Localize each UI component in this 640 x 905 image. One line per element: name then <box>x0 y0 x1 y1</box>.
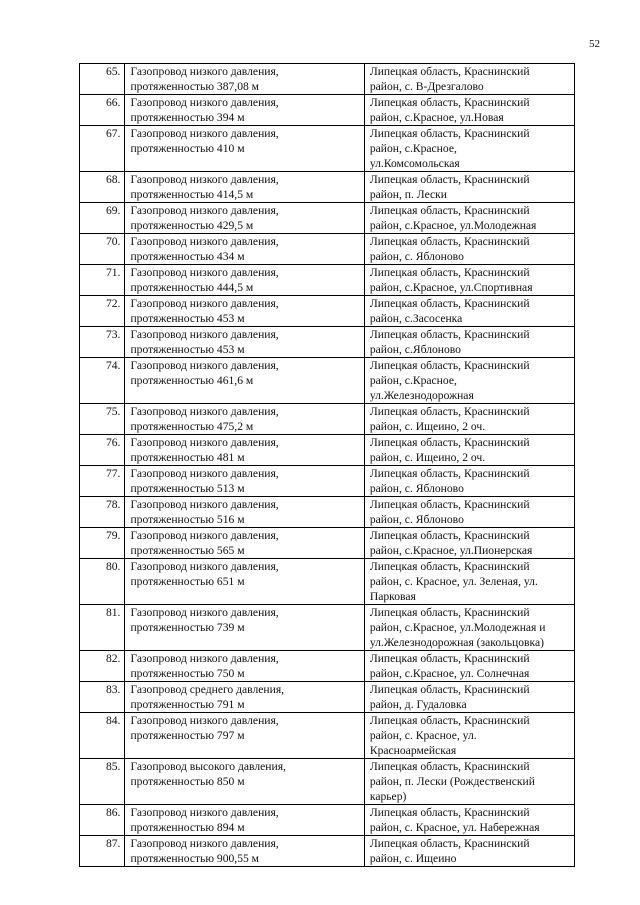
object-name-line: протяженностью 387,08 м <box>130 80 260 93</box>
row-number: 75. <box>80 404 125 435</box>
location-cell <box>364 528 574 559</box>
row-number: 86. <box>80 805 125 836</box>
object-name-cell <box>125 651 364 682</box>
table-row <box>80 805 575 836</box>
location-line: район, с.Красное, ул.Молодежная <box>369 219 537 232</box>
location-cell <box>364 497 574 528</box>
row-number: 76. <box>80 435 125 466</box>
table-row <box>80 203 575 234</box>
location-line: район, с. Яблоново <box>369 250 464 263</box>
row-number: 85. <box>80 759 125 805</box>
location-line: район, с.Красное, ул. Солнечная <box>369 667 530 680</box>
location-cell <box>364 234 574 265</box>
object-name-cell <box>125 404 364 435</box>
location-line: район, п. Лески (Рождественский <box>369 775 535 788</box>
row-number: 68. <box>80 172 125 203</box>
location-line: Липецкая область, Краснинский <box>369 359 530 372</box>
location-line: район, с.Яблоново <box>369 343 461 356</box>
object-name-line: протяженностью 850 м <box>130 775 245 788</box>
table-row <box>80 759 575 805</box>
location-cell <box>364 466 574 497</box>
table-row <box>80 435 575 466</box>
object-name-line: Газопровод низкого давления, <box>130 467 279 480</box>
location-line: Липецкая область, Краснинский <box>369 204 530 217</box>
object-name-line: протяженностью 739 м <box>130 621 245 634</box>
location-line: Липецкая область, Краснинский <box>369 837 530 850</box>
location-line: район, с.Красное, <box>369 142 457 155</box>
row-number: 70. <box>80 234 125 265</box>
object-name-line: Газопровод низкого давления, <box>130 266 279 279</box>
object-name-line: Газопровод высокого давления, <box>130 760 286 773</box>
row-number: 71. <box>80 265 125 296</box>
object-name-cell <box>125 805 364 836</box>
object-name-line: Газопровод низкого давления, <box>130 328 279 341</box>
object-name-line: Газопровод низкого давления, <box>130 359 279 372</box>
location-line: ул.Комсомольская <box>369 157 460 170</box>
row-number: 65. <box>80 64 125 95</box>
row-number: 66. <box>80 95 125 126</box>
location-line: Липецкая область, Краснинский <box>369 714 530 727</box>
row-number: 78. <box>80 497 125 528</box>
table-row <box>80 358 575 404</box>
location-line: район, с.Красное, ул.Молодежная и <box>369 621 546 634</box>
location-line: Липецкая область, Краснинский <box>369 652 530 665</box>
page-number: 52 <box>589 38 600 50</box>
object-name-cell <box>125 172 364 203</box>
location-cell <box>364 682 574 713</box>
table-row <box>80 265 575 296</box>
table-row <box>80 605 575 651</box>
object-name-line: Газопровод низкого давления, <box>130 405 279 418</box>
object-name-line: протяженностью 453 м <box>130 312 245 325</box>
object-name-line: Газопровод низкого давления, <box>130 714 279 727</box>
row-number: 82. <box>80 651 125 682</box>
table-row <box>80 234 575 265</box>
row-number: 83. <box>80 682 125 713</box>
object-name-line: протяженностью 651 м <box>130 575 245 588</box>
location-line: район, д. Гудаловка <box>369 698 467 711</box>
object-name-line: Газопровод среднего давления, <box>130 683 285 696</box>
object-name-cell <box>125 203 364 234</box>
object-name-cell <box>125 605 364 651</box>
object-name-line: Газопровод низкого давления, <box>130 204 279 217</box>
object-name-cell <box>125 95 364 126</box>
object-name-line: протяженностью 475,2 м <box>130 420 254 433</box>
location-cell <box>364 559 574 605</box>
location-line: район, с. Ищеино, 2 оч. <box>369 420 486 433</box>
table-row <box>80 836 575 867</box>
table-row <box>80 126 575 172</box>
object-name-line: протяженностью 791 м <box>130 698 245 711</box>
location-line: Липецкая область, Краснинский <box>369 127 530 140</box>
object-name-line: Газопровод низкого давления, <box>130 560 279 573</box>
object-name-cell <box>125 466 364 497</box>
location-line: Липецкая область, Краснинский <box>369 328 530 341</box>
object-name-line: протяженностью 453 м <box>130 343 245 356</box>
location-cell <box>364 805 574 836</box>
location-line: Липецкая область, Краснинский <box>369 173 530 186</box>
table-row <box>80 95 575 126</box>
location-line: Парковая <box>369 590 416 603</box>
object-name-line: протяженностью 444,5 м <box>130 281 254 294</box>
location-line: Липецкая область, Краснинский <box>369 96 530 109</box>
row-number: 77. <box>80 466 125 497</box>
location-line: район, п. Лески <box>369 188 448 201</box>
object-name-line: Газопровод низкого давления, <box>130 837 279 850</box>
location-cell <box>364 651 574 682</box>
table-row <box>80 64 575 95</box>
object-name-line: протяженностью 434 м <box>130 250 245 263</box>
row-number: 79. <box>80 528 125 559</box>
location-cell <box>364 64 574 95</box>
object-name-line: Газопровод низкого давления, <box>130 498 279 511</box>
object-name-cell <box>125 713 364 759</box>
object-name-line: протяженностью 394 м <box>130 111 245 124</box>
location-line: Липецкая область, Краснинский <box>369 436 530 449</box>
object-name-line: протяженностью 461,6 м <box>130 374 254 387</box>
object-name-cell <box>125 234 364 265</box>
location-line: Липецкая область, Краснинский <box>369 405 530 418</box>
object-name-cell <box>125 528 364 559</box>
location-cell <box>364 327 574 358</box>
object-name-line: Газопровод низкого давления, <box>130 96 279 109</box>
table-row <box>80 651 575 682</box>
location-line: район, с. Ищеино, 2 оч. <box>369 451 486 464</box>
table-row <box>80 559 575 605</box>
location-line: Липецкая область, Краснинский <box>369 498 530 511</box>
object-name-line: протяженностью 894 м <box>130 821 245 834</box>
table-row <box>80 296 575 327</box>
row-number: 69. <box>80 203 125 234</box>
location-line: Липецкая область, Краснинский <box>369 529 530 542</box>
object-name-line: Газопровод низкого давления, <box>130 127 279 140</box>
location-line: ул.Железнодорожная <box>369 389 474 402</box>
location-line: район, с. В-Дрезгалово <box>369 80 484 93</box>
row-number: 73. <box>80 327 125 358</box>
table-row <box>80 528 575 559</box>
location-cell <box>364 836 574 867</box>
object-name-cell <box>125 358 364 404</box>
object-name-cell <box>125 759 364 805</box>
object-name-cell <box>125 126 364 172</box>
table-row <box>80 713 575 759</box>
object-name-line: протяженностью 414,5 м <box>130 188 254 201</box>
registry-table-body <box>80 64 575 867</box>
object-name-line: Газопровод низкого давления, <box>130 297 279 310</box>
location-line: Липецкая область, Краснинский <box>369 266 530 279</box>
row-number: 84. <box>80 713 125 759</box>
location-line: район, с. Красное, ул. Набережная <box>369 821 540 834</box>
object-name-cell <box>125 836 364 867</box>
location-line: ул.Железнодорожная (закольцовка) <box>369 636 544 649</box>
object-name-cell <box>125 64 364 95</box>
object-name-line: протяженностью 429,5 м <box>130 219 254 232</box>
location-line: район, с. Яблоново <box>369 513 464 526</box>
object-name-line: протяженностью 750 м <box>130 667 245 680</box>
object-name-cell <box>125 265 364 296</box>
object-name-line: протяженностью 900,55 м <box>130 852 260 865</box>
row-number: 72. <box>80 296 125 327</box>
location-cell <box>364 203 574 234</box>
object-name-cell <box>125 559 364 605</box>
location-cell <box>364 435 574 466</box>
object-name-line: Газопровод низкого давления, <box>130 529 279 542</box>
location-cell <box>364 95 574 126</box>
row-number: 67. <box>80 126 125 172</box>
location-line: Липецкая область, Краснинский <box>369 560 530 573</box>
object-name-cell <box>125 327 364 358</box>
location-line: Липецкая область, Краснинский <box>369 683 530 696</box>
table-row <box>80 404 575 435</box>
location-line: Красноармейская <box>369 744 457 757</box>
location-line: район, с. Яблоново <box>369 482 464 495</box>
object-name-cell <box>125 682 364 713</box>
location-cell <box>364 605 574 651</box>
table-row <box>80 172 575 203</box>
object-name-cell <box>125 497 364 528</box>
table-row <box>80 466 575 497</box>
row-number: 74. <box>80 358 125 404</box>
row-number: 81. <box>80 605 125 651</box>
object-name-cell <box>125 296 364 327</box>
location-line: район, с.Красное, <box>369 374 457 387</box>
object-name-line: Газопровод низкого давления, <box>130 652 279 665</box>
object-name-line: Газопровод низкого давления, <box>130 806 279 819</box>
object-name-line: протяженностью 565 м <box>130 544 245 557</box>
object-name-line: протяженностью 513 м <box>130 482 245 495</box>
object-name-cell <box>125 435 364 466</box>
location-line: Липецкая область, Краснинский <box>369 297 530 310</box>
location-cell <box>364 172 574 203</box>
location-line: Липецкая область, Краснинский <box>369 467 530 480</box>
location-line: Липецкая область, Краснинский <box>369 235 530 248</box>
object-name-line: протяженностью 797 м <box>130 729 245 742</box>
object-name-line: протяженностью 410 м <box>130 142 245 155</box>
row-number: 80. <box>80 559 125 605</box>
location-line: Липецкая область, Краснинский <box>369 65 530 78</box>
location-line: район, с.Красное, ул.Спортивная <box>369 281 533 294</box>
location-line: карьер) <box>369 790 407 803</box>
location-line: Липецкая область, Краснинский <box>369 760 530 773</box>
location-cell <box>364 759 574 805</box>
location-cell <box>364 713 574 759</box>
table-row <box>80 497 575 528</box>
object-name-line: Газопровод низкого давления, <box>130 235 279 248</box>
location-line: район, с. Красное, ул. Зеленая, ул. <box>369 575 538 588</box>
object-name-line: Газопровод низкого давления, <box>130 436 279 449</box>
location-cell <box>364 265 574 296</box>
location-line: район, с.Красное, ул.Новая <box>369 111 504 124</box>
location-line: Липецкая область, Краснинский <box>369 806 530 819</box>
location-line: район, с. Ищеино <box>369 852 457 865</box>
object-name-line: Газопровод низкого давления, <box>130 173 279 186</box>
location-line: Липецкая область, Краснинский <box>369 606 530 619</box>
object-name-line: протяженностью 516 м <box>130 513 245 526</box>
location-cell <box>364 358 574 404</box>
object-name-line: Газопровод низкого давления, <box>130 65 279 78</box>
object-name-line: протяженностью 481 м <box>130 451 245 464</box>
location-line: район, с.Красное, ул.Пионерская <box>369 544 533 557</box>
object-name-line: Газопровод низкого давления, <box>130 606 279 619</box>
table-row <box>80 682 575 713</box>
location-cell <box>364 296 574 327</box>
location-cell <box>364 404 574 435</box>
location-line: район, с. Красное, ул. <box>369 729 477 742</box>
table-row <box>80 327 575 358</box>
row-number: 87. <box>80 836 125 867</box>
gas-pipeline-registry-table <box>79 63 575 867</box>
location-line: район, с.Засосенка <box>369 312 463 325</box>
location-cell <box>364 126 574 172</box>
